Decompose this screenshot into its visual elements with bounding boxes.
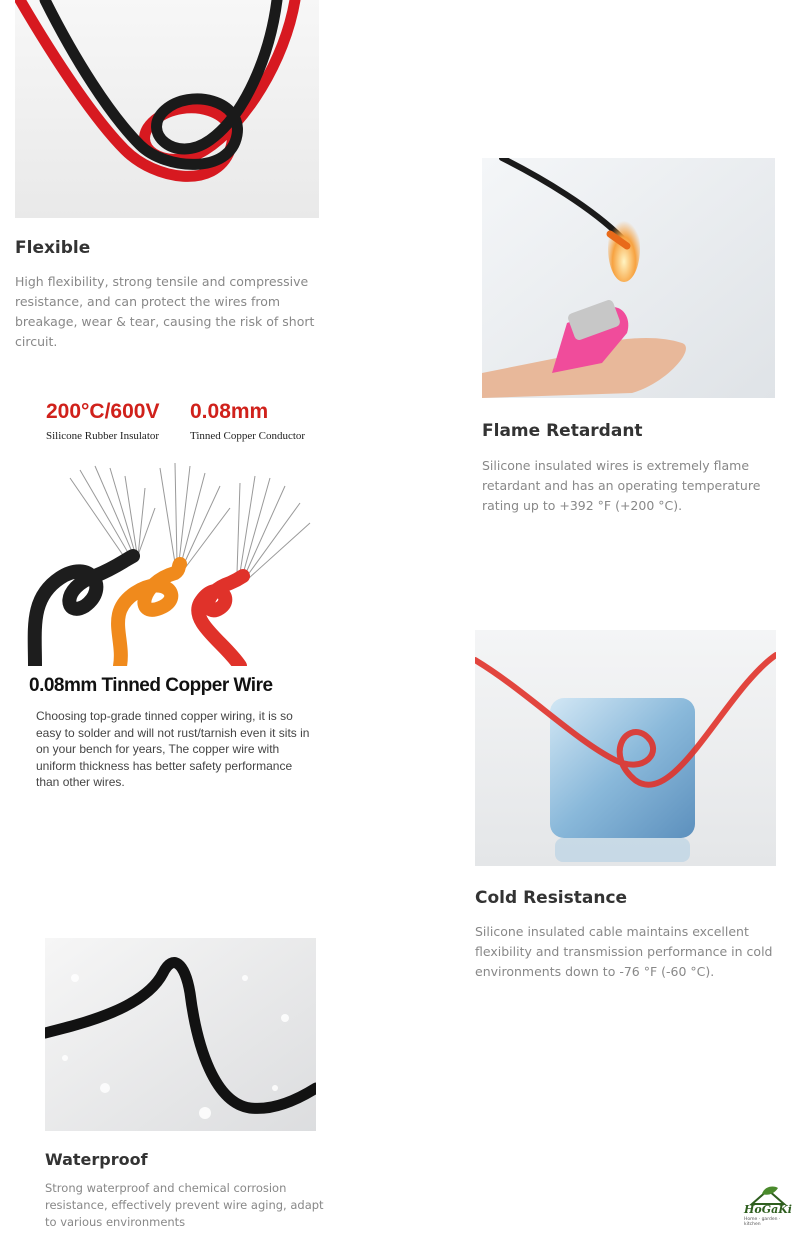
cold-resistance-photo bbox=[475, 630, 776, 866]
tinned-copper-wire-photo bbox=[25, 448, 320, 666]
tinned-copper-title: 0.08mm Tinned Copper Wire bbox=[29, 675, 273, 696]
flexible-title: Flexible bbox=[15, 238, 91, 258]
temperature-rating-label: 200°C/600V bbox=[46, 400, 160, 423]
logo-tagline: Home · garden · kitchen bbox=[744, 1217, 781, 1227]
waterproof-wire-photo bbox=[45, 938, 316, 1131]
cold-resistance-description: Silicone insulated cable maintains excellent flexibility and transmission performance in cold environments down to -76 °F (-60 °C). bbox=[475, 924, 773, 979]
flexible-wire-photo bbox=[15, 0, 319, 218]
conductor-gauge-label: 0.08mm bbox=[190, 400, 269, 423]
flexible-description: High flexibility, strong tensile and compressive resistance, and can protect the wires from breakage, wear & tear, causing the risk of short circuit. bbox=[15, 274, 315, 349]
flame-description: Silicone insulated wires is extremely flame retardant and has an operating temperature rating up to +392 °F (+200 °C). bbox=[482, 458, 761, 513]
cold-resistance-title: Cold Resistance bbox=[475, 888, 628, 908]
conductor-label: Tinned Copper Conductor bbox=[190, 430, 306, 442]
insulator-label: Silicone Rubber Insulator bbox=[46, 430, 160, 442]
flame-wire-photo bbox=[482, 158, 775, 398]
waterproof-title: Waterproof bbox=[45, 1150, 148, 1169]
tinned-copper-description: Choosing top-grade tinned copper wiring, it is so easy to solder and will not rust/tarnish even it sits in on your bench for years, The copper wire with uniform thickness has better safety performance than other wires. bbox=[36, 709, 310, 789]
flame-title: Flame Retardant bbox=[482, 421, 643, 441]
waterproof-description: Strong waterproof and chemical corrosion resistance, effectively prevent wire aging, adapt to various environments bbox=[45, 1181, 324, 1229]
logo-name: HoGaKi bbox=[744, 1203, 792, 1216]
hogaki-logo bbox=[740, 1184, 796, 1227]
